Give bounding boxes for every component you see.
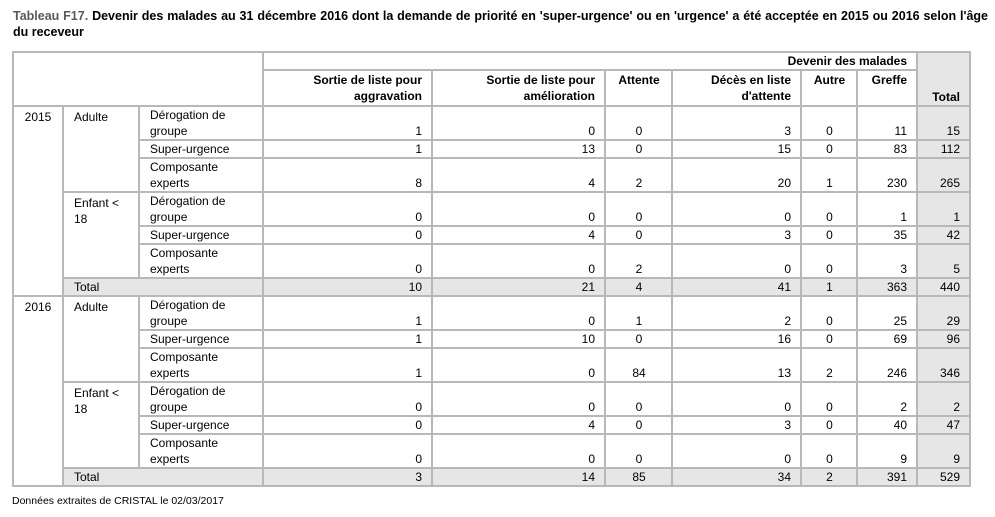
table-row — [13, 106, 970, 140]
value-cell: 0 — [432, 192, 605, 226]
column-total-cell: 1 — [801, 278, 857, 296]
table-row — [13, 348, 970, 382]
header-total: Total — [917, 52, 970, 106]
row-total-cell: 42 — [917, 226, 970, 244]
row-total-cell: 265 — [917, 158, 970, 192]
column-total-cell: 14 — [432, 468, 605, 486]
total-label: Total — [63, 278, 263, 296]
value-cell: 1 — [263, 106, 432, 140]
column-total-cell: 21 — [432, 278, 605, 296]
value-cell: 84 — [605, 348, 672, 382]
value-cell: 0 — [672, 382, 801, 416]
priority-cell: Dérogation de groupe — [139, 106, 263, 140]
row-total-cell: 15 — [917, 106, 970, 140]
priority-cell: Composante experts — [139, 348, 263, 382]
table-number: Tableau F17. — [13, 9, 89, 23]
value-cell: 1 — [605, 296, 672, 330]
total-label: Total — [63, 468, 263, 486]
value-cell: 0 — [605, 226, 672, 244]
value-cell: 0 — [801, 244, 857, 278]
value-cell: 3 — [672, 226, 801, 244]
table-row — [13, 192, 970, 226]
value-cell: 11 — [857, 106, 917, 140]
column-header: Greffe — [857, 70, 917, 106]
value-cell: 0 — [263, 192, 432, 226]
value-cell: 0 — [263, 226, 432, 244]
row-total-cell: 47 — [917, 416, 970, 434]
column-header: Attente — [605, 70, 672, 106]
value-cell: 0 — [801, 226, 857, 244]
value-cell: 0 — [801, 140, 857, 158]
value-cell: 0 — [263, 416, 432, 434]
value-cell: 4 — [432, 226, 605, 244]
value-cell: 1 — [263, 330, 432, 348]
row-total-cell: 112 — [917, 140, 970, 158]
priority-cell: Dérogation de groupe — [139, 192, 263, 226]
value-cell: 40 — [857, 416, 917, 434]
column-total-cell: 3 — [263, 468, 432, 486]
column-total-cell: 41 — [672, 278, 801, 296]
table-title — [13, 8, 988, 40]
grand-total-cell: 440 — [917, 278, 970, 296]
value-cell: 3 — [672, 106, 801, 140]
year-total-row — [13, 278, 970, 296]
column-total-cell: 363 — [857, 278, 917, 296]
column-total-cell: 391 — [857, 468, 917, 486]
value-cell: 1 — [801, 158, 857, 192]
value-cell: 0 — [801, 416, 857, 434]
column-total-cell: 2 — [801, 468, 857, 486]
row-total-cell: 1 — [917, 192, 970, 226]
source-note: Données extraites de CRISTAL le 02/03/2017 — [12, 495, 224, 507]
priority-cell: Super-urgence — [139, 416, 263, 434]
value-cell: 0 — [672, 244, 801, 278]
value-cell: 2 — [801, 348, 857, 382]
row-total-cell: 2 — [917, 382, 970, 416]
value-cell: 0 — [801, 434, 857, 468]
value-cell: 0 — [605, 192, 672, 226]
value-cell: 0 — [605, 106, 672, 140]
priority-cell: Composante experts — [139, 244, 263, 278]
value-cell: 0 — [801, 296, 857, 330]
value-cell: 35 — [857, 226, 917, 244]
value-cell: 0 — [605, 382, 672, 416]
results-table — [12, 51, 971, 487]
age-group-cell: Enfant < 18 — [63, 382, 139, 468]
column-header: Décès en liste d'attente — [672, 70, 801, 106]
table-row — [13, 244, 970, 278]
value-cell: 3 — [672, 416, 801, 434]
age-group-cell: Adulte — [63, 106, 139, 192]
value-cell: 4 — [432, 416, 605, 434]
row-total-cell: 9 — [917, 434, 970, 468]
value-cell: 0 — [672, 192, 801, 226]
priority-cell: Dérogation de groupe — [139, 296, 263, 330]
value-cell: 2 — [605, 244, 672, 278]
table-row — [13, 330, 970, 348]
value-cell: 2 — [672, 296, 801, 330]
column-total-cell: 85 — [605, 468, 672, 486]
value-cell: 2 — [605, 158, 672, 192]
value-cell: 246 — [857, 348, 917, 382]
priority-cell: Super-urgence — [139, 140, 263, 158]
column-total-cell: 4 — [605, 278, 672, 296]
value-cell: 25 — [857, 296, 917, 330]
value-cell: 0 — [263, 244, 432, 278]
year-cell: 2016 — [13, 296, 63, 486]
row-total-cell: 5 — [917, 244, 970, 278]
value-cell: 16 — [672, 330, 801, 348]
priority-cell: Dérogation de groupe — [139, 382, 263, 416]
value-cell: 0 — [605, 330, 672, 348]
value-cell: 230 — [857, 158, 917, 192]
value-cell: 10 — [432, 330, 605, 348]
value-cell: 0 — [605, 416, 672, 434]
priority-cell: Super-urgence — [139, 226, 263, 244]
value-cell: 1 — [263, 140, 432, 158]
value-cell: 9 — [857, 434, 917, 468]
priority-cell: Composante experts — [139, 158, 263, 192]
value-cell: 0 — [801, 106, 857, 140]
value-cell: 69 — [857, 330, 917, 348]
value-cell: 0 — [432, 434, 605, 468]
row-total-cell: 96 — [917, 330, 970, 348]
year-cell: 2015 — [13, 106, 63, 296]
value-cell: 0 — [432, 382, 605, 416]
value-cell: 20 — [672, 158, 801, 192]
value-cell: 0 — [605, 140, 672, 158]
column-header: Sortie de liste pour amélioration — [432, 70, 605, 106]
column-header: Sortie de liste pour aggravation — [263, 70, 432, 106]
value-cell: 13 — [672, 348, 801, 382]
value-cell: 0 — [263, 382, 432, 416]
column-total-cell: 10 — [263, 278, 432, 296]
value-cell: 1 — [263, 296, 432, 330]
row-total-cell: 29 — [917, 296, 970, 330]
value-cell: 13 — [432, 140, 605, 158]
table-caption: Devenir des malades au 31 décembre 2016 dont la demande de priorité en 'super-urgence' ou en 'urgence' a été acceptée en 2015 ou 2016 selon l'âge du receveur — [13, 9, 988, 39]
value-cell: 0 — [605, 434, 672, 468]
age-group-cell: Adulte — [63, 296, 139, 382]
age-group-cell: Enfant < 18 — [63, 192, 139, 278]
value-cell: 0 — [432, 296, 605, 330]
header-corner — [13, 52, 263, 106]
value-cell: 83 — [857, 140, 917, 158]
value-cell: 4 — [432, 158, 605, 192]
table-row — [13, 140, 970, 158]
value-cell: 0 — [672, 434, 801, 468]
header-group: Devenir des malades — [263, 52, 917, 70]
priority-cell: Composante experts — [139, 434, 263, 468]
value-cell: 8 — [263, 158, 432, 192]
table-row — [13, 434, 970, 468]
column-header: Autre — [801, 70, 857, 106]
table-row — [13, 382, 970, 416]
value-cell: 0 — [432, 106, 605, 140]
value-cell: 3 — [857, 244, 917, 278]
value-cell: 1 — [857, 192, 917, 226]
priority-cell: Super-urgence — [139, 330, 263, 348]
table-row — [13, 296, 970, 330]
value-cell: 2 — [857, 382, 917, 416]
value-cell: 0 — [801, 330, 857, 348]
year-total-row — [13, 468, 970, 486]
grand-total-cell: 529 — [917, 468, 970, 486]
value-cell: 0 — [432, 348, 605, 382]
table-row — [13, 158, 970, 192]
row-total-cell: 346 — [917, 348, 970, 382]
value-cell: 0 — [801, 382, 857, 416]
value-cell: 0 — [263, 434, 432, 468]
table-row — [13, 226, 970, 244]
value-cell: 1 — [263, 348, 432, 382]
table-row — [13, 416, 970, 434]
value-cell: 0 — [432, 244, 605, 278]
column-total-cell: 34 — [672, 468, 801, 486]
value-cell: 15 — [672, 140, 801, 158]
value-cell: 0 — [801, 192, 857, 226]
